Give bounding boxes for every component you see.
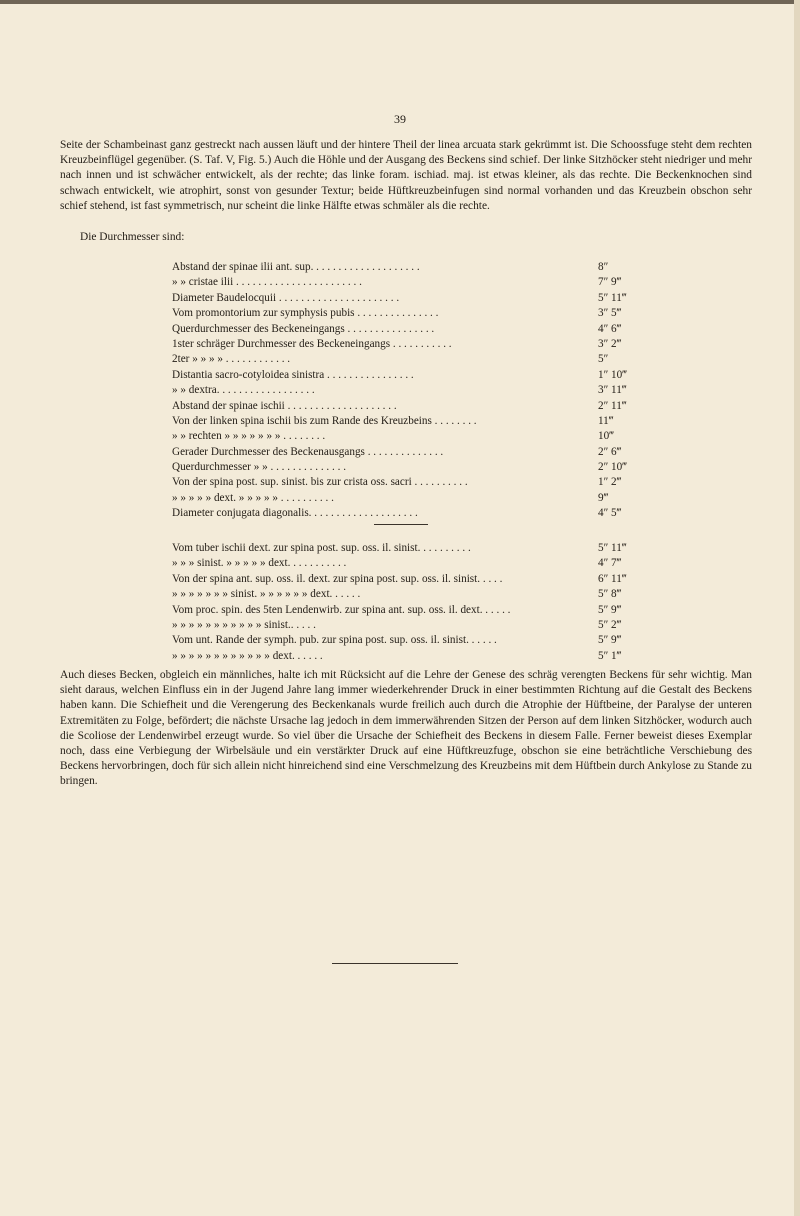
measurement-row <box>172 572 652 587</box>
diameters-table-1 <box>172 260 652 522</box>
measurement-label: Von der spina ant. sup. oss. il. dext. zur spina post. sup. oss. il. sinist. . . . . <box>172 572 503 585</box>
measurement-value: 1″ 10‴ <box>598 368 627 381</box>
measurement-row <box>172 541 652 556</box>
measurement-row <box>172 352 652 367</box>
measurement-label: Diameter conjugata diagonalis. . . . . . . . . . . . . . . . . . . . <box>172 507 418 520</box>
measurement-row <box>172 414 652 429</box>
measurement-label: » » rechten » » » » » » » . . . . . . . . <box>172 430 326 443</box>
measurement-value: 5″ 9‴ <box>598 603 622 616</box>
measurement-value: 6″ 11‴ <box>598 572 627 585</box>
measurement-value: 3″ 2‴ <box>598 337 622 350</box>
measurement-value: 4″ 6‴ <box>598 322 622 335</box>
measurement-value: 2″ 11‴ <box>598 399 627 412</box>
measurement-label: 1ster schräger Durchmesser des Beckeneingangs . . . . . . . . . . . <box>172 337 452 350</box>
measurement-value: 2″ 10‴ <box>598 461 627 474</box>
measurement-value: 4″ 5‴ <box>598 507 622 520</box>
section-divider <box>374 524 428 525</box>
page-top-edge <box>0 0 800 4</box>
measurement-value: 5″ 11‴ <box>598 542 627 554</box>
measurement-label: Querdurchmesser » » . . . . . . . . . . . . . . <box>172 461 346 474</box>
measurement-row <box>172 587 652 602</box>
measurement-row <box>172 275 652 290</box>
measurement-value: 5″ <box>598 353 609 366</box>
measurement-value: 5″ 1‴ <box>598 649 622 662</box>
measurement-label: Vom proc. spin. des 5ten Lendenwirb. zur spina ant. sup. oss. il. dext. . . . . . <box>172 603 511 616</box>
measurement-value: 3″ 5‴ <box>598 307 622 320</box>
measurement-label: Abstand der spinae ischii . . . . . . . . . . . . . . . . . . . . <box>172 399 397 412</box>
measurement-label: » » » » » dext. » » » » » . . . . . . . . . . <box>172 491 334 504</box>
measurement-label: » » » sinist. » » » » » dext. . . . . . . . . . . <box>172 557 347 570</box>
measurement-label: Von der linken spina ischii bis zum Rande des Kreuzbeins . . . . . . . . <box>172 414 477 427</box>
measurement-label: » » » » » » » » » » » » dext. . . . . . <box>172 649 323 662</box>
measurement-row <box>172 460 652 475</box>
measurement-row <box>172 633 652 648</box>
measurement-value: 7″ 9‴ <box>598 276 622 289</box>
diameters-table-2 <box>172 541 652 664</box>
measurement-label: 2ter » » » » . . . . . . . . . . . . <box>172 353 291 366</box>
measurement-row <box>172 322 652 337</box>
measurement-label: Abstand der spinae ilii ant. sup. . . . . . . . . . . . . . . . . . . . <box>172 261 420 273</box>
diameters-intro: Die Durchmesser sind: <box>80 231 185 243</box>
page-right-edge <box>794 0 800 1216</box>
measurement-row <box>172 556 652 571</box>
measurement-label: » » cristae ilii . . . . . . . . . . . . . . . . . . . . . . . <box>172 276 362 289</box>
measurement-row <box>172 445 652 460</box>
measurement-row <box>172 291 652 306</box>
measurement-value: 1″ 2‴ <box>598 476 622 489</box>
measurement-row <box>172 383 652 398</box>
measurement-label: » » » » » » » » » » » sinist.. . . . . <box>172 618 316 631</box>
measurement-row <box>172 260 652 275</box>
measurement-label: Distantia sacro-cotyloidea sinistra . . . . . . . . . . . . . . . . <box>172 368 414 381</box>
measurement-row <box>172 649 652 664</box>
measurement-row <box>172 506 652 521</box>
paragraph-1: Seite der Schambeinast ganz gestreckt nach aussen läuft und der hintere Theil der linea arcuata stark gekrümmt ist. Die Schoossfuge steht dem rechten Kreuzbeinflügel gegenüber. (S. Taf. V, Fig. 5.) Auch die Höhle und der Ausgang des Beckens sind schief. Der linke Sitzhöcker steht niedriger und mehr nach innen und ist schwächer entwickelt, als der rechte; das linke foram. ischiad. maj. ist etwas kleiner, als das rechte. Die Beckenknochen sind schwach entwickelt, wie atrophirt, sonst von gesunder Textur; beide Hüftkreuzbeinfugen sind normal vorhanden und das Kreuzbein obschon sehr schief stehend, ist fast symmetrisch, nur scheint die linke Hälfte etwas schmäler als die rechte. <box>60 139 752 212</box>
paragraph-2: Auch dieses Becken, obgleich ein männliches, halte ich mit Rücksicht auf die Lehre der Genese des schräg verengten Beckens für sehr wichtig. Man sieht daraus, welchen Einfluss ein in der Jugend Jahre lang immer wiederkehrender Druck in einer bestimmten Richtung auf die Gestalt des Beckens haben kann. Die Schiefheit und die Verengerung des Beckenkanals wurde freilich auch durch die Atrophie der Hüftbeine, der Paralyse der unteren Extremitäten zu Folge, befördert; die nächste Ursache lag jedoch in dem immerwährenden Sitzen der Person auf dem linken Sitzhöcker, wodurch auch die Scoliose der Lendenwirbel erzeugt wurde. So viel über die Ursache der Schiefheit des Beckens in diesem Falle. Ferner beweist dieses Exemplar noch, dass eine Verbiegung der Wirbelsäule und ein verstärkter Druck auf eine Hüftkreuzfuge, obschon sie eine beträchtliche Verschiebung des Beckens hervorbringen, doch für sich allein nicht hinreichend sind eine Verschmelzung des Kreuzbeins mit dem Hüftbein durch Ankylose zu Stande zu bringen. <box>60 669 752 788</box>
measurement-row <box>172 399 652 414</box>
measurement-label: Vom promontorium zur symphysis pubis . . . . . . . . . . . . . . . <box>172 307 439 320</box>
measurement-value: 8″ <box>598 261 609 273</box>
measurement-value: 2″ 6‴ <box>598 445 622 458</box>
measurement-row <box>172 337 652 352</box>
measurement-value: 5″ 11‴ <box>598 291 627 304</box>
measurement-value: 4″ 7‴ <box>598 557 622 570</box>
measurement-value: 3″ 11‴ <box>598 384 627 397</box>
measurement-value: 11‴ <box>598 414 614 427</box>
end-rule <box>332 963 458 964</box>
measurement-value: 5″ 2‴ <box>598 618 622 631</box>
measurement-label: Vom tuber ischii dext. zur spina post. sup. oss. il. sinist. . . . . . . . . . <box>172 542 471 554</box>
measurement-label: Gerader Durchmesser des Beckenausgangs . . . . . . . . . . . . . . <box>172 445 444 458</box>
measurement-label: » » » » » » » sinist. » » » » » » dext. . . . . . <box>172 588 361 601</box>
measurement-label: Vom unt. Rande der symph. pub. zur spina post. sup. oss. il. sinist. . . . . . <box>172 634 497 647</box>
measurement-label: Von der spina post. sup. sinist. bis zur crista oss. sacri . . . . . . . . . . <box>172 476 468 489</box>
measurement-value: 5″ 9‴ <box>598 634 622 647</box>
measurement-label: » » dextra. . . . . . . . . . . . . . . . . . <box>172 384 315 397</box>
measurement-row <box>172 618 652 633</box>
measurement-row <box>172 306 652 321</box>
measurement-row <box>172 429 652 444</box>
page-number: 39 <box>394 112 406 126</box>
measurement-label: Querdurchmesser des Beckeneingangs . . . . . . . . . . . . . . . . <box>172 322 435 335</box>
measurement-row <box>172 475 652 490</box>
measurement-row <box>172 603 652 618</box>
measurement-label: Diameter Baudelocquii . . . . . . . . . . . . . . . . . . . . . . <box>172 291 400 304</box>
measurement-value: 9‴ <box>598 491 609 504</box>
measurement-row <box>172 368 652 383</box>
measurement-row <box>172 491 652 506</box>
measurement-value: 5″ 8‴ <box>598 588 622 601</box>
measurement-value: 10‴ <box>598 430 614 443</box>
